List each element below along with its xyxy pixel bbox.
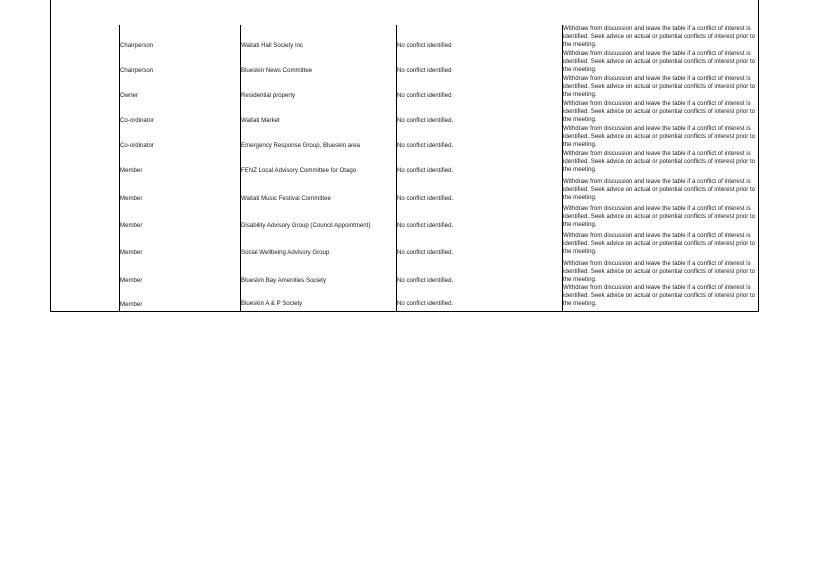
- position-cell: Member: [120, 277, 143, 284]
- conflict-cell: No conflict identified.: [397, 277, 454, 284]
- action-cell: Withdraw from discussion and leave the table if a conflict of interest is identified. Seek advice on actual or potential conflicts of interest prior to the meeting.: [563, 150, 756, 174]
- organisation-cell: Waitati Hall Society Inc: [241, 41, 304, 49]
- organisation-cell: Waitati Music Festival Committee: [241, 194, 331, 202]
- conflict-cell: No conflict identified.: [397, 248, 454, 256]
- action-cell: Withdraw from discussion and leave the table if a conflict of interest is identified. Seek advice on actual or potential conflicts of interest prior to the meeting.: [563, 50, 756, 74]
- organisation-cell: Blueskin A & P Society: [241, 300, 303, 307]
- conflict-cell: No conflict identified.: [397, 116, 454, 124]
- interests-register-table: [50, 0, 759, 312]
- conflict-cell: No conflict identified.: [397, 167, 454, 174]
- organisation-cell: Social Wellbeing Advisory Group: [241, 248, 330, 256]
- action-cell: Withdraw from discussion and leave the table if a conflict of interest is identified. Seek advice on actual or potential conflicts of interest prior to the meeting.: [563, 75, 756, 99]
- action-cell: Withdraw from discussion and leave the table if a conflict of interest is identified. Seek advice on actual or potential conflicts of interest prior to the meeting.: [563, 178, 756, 202]
- action-cell: Withdraw from discussion and leave the table if a conflict of interest is identified. Seek advice on actual or potential conflicts of interest prior to the meeting.: [563, 205, 756, 229]
- position-cell: Member: [120, 301, 143, 308]
- conflict-cell: No conflict identified: [397, 41, 452, 49]
- organisation-cell: FENZ Local Advisory Committee for Otago: [241, 167, 357, 174]
- organisation-cell: Blueskin Bay Amenities Society: [241, 277, 327, 284]
- conflict-cell: No conflict identified.: [397, 141, 454, 149]
- position-cell: Owner: [120, 91, 138, 99]
- position-cell: Chairperson: [120, 66, 154, 74]
- position-cell: Member: [120, 248, 143, 256]
- action-cell: Withdraw from discussion and leave the table if a conflict of interest is identified. Seek advice on actual or potential conflicts of interest prior to the meeting.: [563, 260, 756, 284]
- action-cell: Withdraw from discussion and leave the table if a conflict of interest is identified. Seek advice on actual or potential conflicts of interest prior to the meeting.: [563, 284, 756, 308]
- organisation-cell: Residential property: [241, 91, 296, 99]
- organisation-cell: Waitati Market: [241, 116, 280, 124]
- action-cell: Withdraw from discussion and leave the table if a conflict of interest is identified. Seek advice on actual or potential conflicts of interest prior to the meeting.: [563, 100, 756, 124]
- position-cell: Co-ordinator: [120, 116, 154, 124]
- action-cell: Withdraw from discussion and leave the table if a conflict of interest is identified. Seek advice on actual or potential conflicts of interest prior to the meeting.: [563, 232, 756, 256]
- position-cell: Member: [120, 221, 143, 229]
- conflict-cell: No conflict identified: [397, 91, 452, 99]
- position-cell: Chairperson: [120, 41, 154, 49]
- organisation-cell: Blueskin News Committee: [241, 66, 313, 74]
- organisation-cell: Disability Advisory Group (Council Appointment): [241, 221, 371, 229]
- organisation-cell: Emergency Response Group, Blueskin area: [241, 141, 360, 149]
- conflict-cell: No conflict identified.: [397, 300, 454, 307]
- conflict-cell: No conflict identified.: [397, 221, 454, 229]
- conflict-cell: No conflict identified.: [397, 194, 454, 202]
- position-cell: Member: [120, 167, 143, 174]
- position-cell: Member: [120, 194, 143, 202]
- action-cell: Withdraw from discussion and leave the table if a conflict of interest is identified. Seek advice on actual or potential conflicts of interest prior to the meeting.: [563, 125, 756, 149]
- position-cell: Co-ordinator: [120, 141, 154, 149]
- action-cell: Withdraw from discussion and leave the table if a conflict of interest is identified. Seek advice on actual or potential conflicts of interest prior to the meeting.: [563, 25, 756, 49]
- conflict-cell: No conflict identified: [397, 66, 452, 74]
